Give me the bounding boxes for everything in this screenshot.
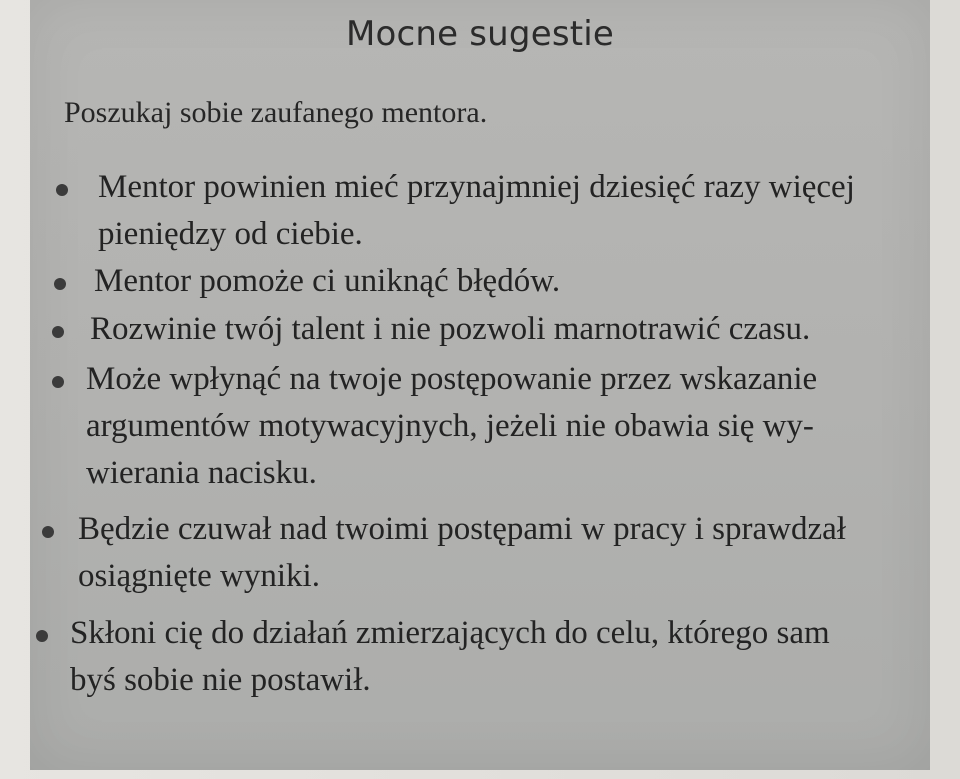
list-item [86,356,817,497]
list-item [90,306,810,353]
box-title: Mocne sugestie [345,14,615,54]
suggestion-list [30,0,930,770]
list-item [78,506,846,600]
list-item-line: Może wpłynąć na twoje postępowanie przez wskazanie [86,361,818,397]
list-item-line: argumentów motywacyjnych, jeżeli nie obawia się wy- [86,408,814,444]
list-item-line: Będzie czuwał nad twoimi postępami w pracy i sprawdzał [78,511,846,547]
list-item-line: byś sobie nie postawił. [70,662,371,698]
list-item-line: pieniędzy od ciebie. [98,216,363,252]
list-item [94,258,560,305]
bullet-icon [52,326,64,338]
list-item-line: wierania nacisku. [86,455,317,491]
list-item [98,164,855,258]
list-item-line: osiągnięte wyniki. [78,558,320,594]
list-item-line: Mentor pomoże ci uniknąć błędów. [94,263,561,299]
list-item-line: Rozwinie twój talent i nie pozwoli marnotrawić czasu. [90,311,811,347]
bullet-icon [52,376,64,388]
list-item-line: Skłoni cię do działań zmierzających do celu, którego sam [70,615,830,651]
list-item [70,610,830,704]
suggestions-box [30,0,930,770]
bullet-icon [36,630,48,642]
list-item-line: Mentor powinien mieć przynajmniej dziesięć razy więcej [98,169,855,205]
bullet-icon [42,526,54,538]
intro-sentence: Poszukaj sobie zaufanego mentora. [64,96,488,129]
bullet-icon [56,184,68,196]
bullet-icon [54,278,66,290]
